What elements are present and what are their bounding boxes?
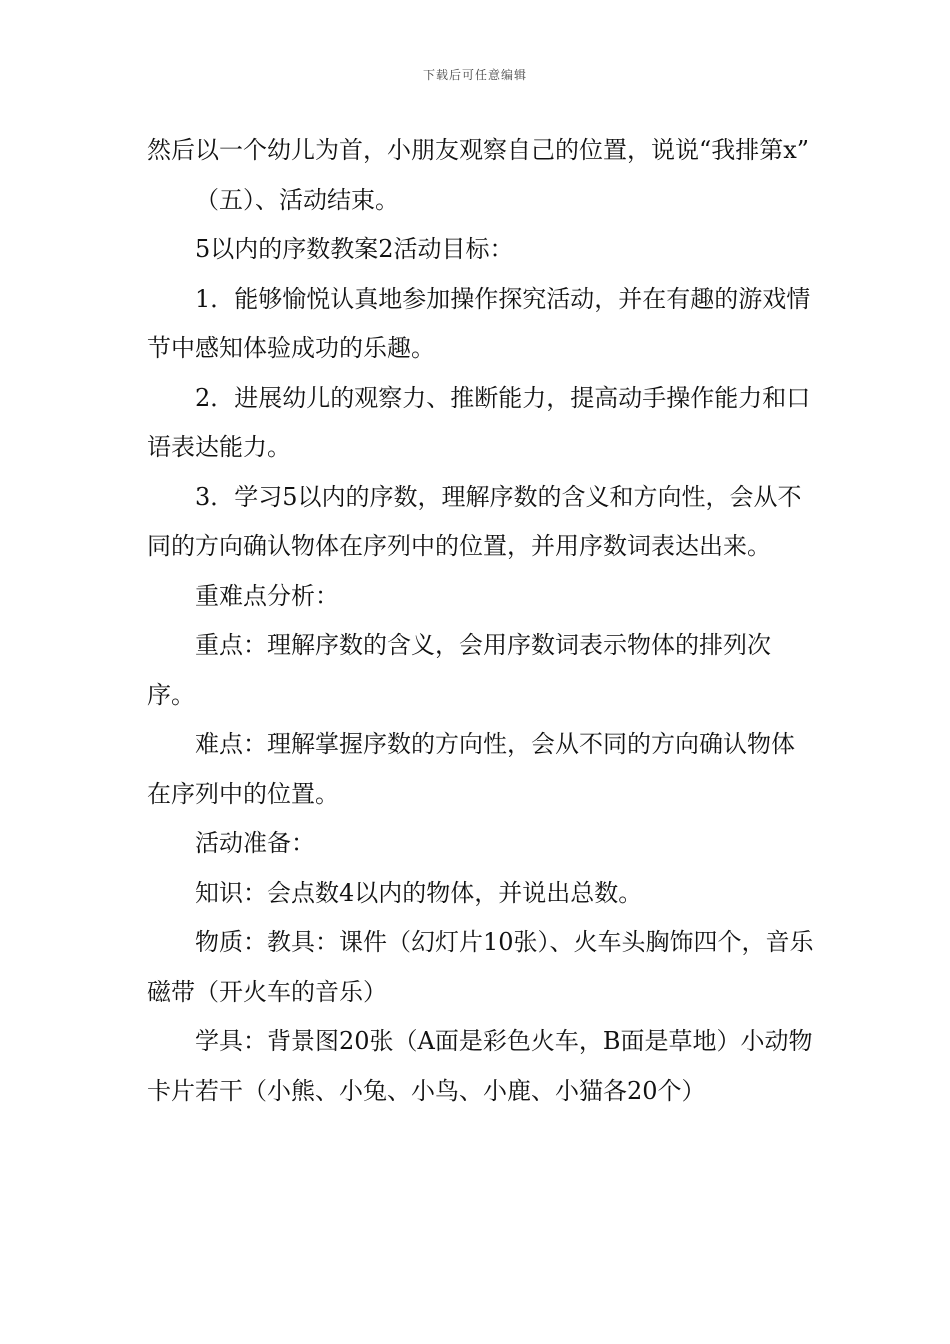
paragraph-goal-1: 1．能够愉悦认真地参加操作探究活动，并在有趣的游戏情节中感知体验成功的乐趣。	[147, 284, 811, 362]
paragraph-learning-materials: 学具：背景图20张（A面是彩色火车，B面是草地）小动物卡片若干（小熊、小兔、小鸟、小鹿、小猫各20个）	[147, 1027, 813, 1105]
paragraph-teaching-materials: 物质：教具：课件（幻灯片10张）、火车头胸饰四个，音乐磁带（开火车的音乐）	[147, 928, 814, 1006]
paragraph-goal-3: 3．学习5以内的序数，理解序数的含义和方向性，会从不同的方向确认物体在序列中的位置，并用序数词表达出来。	[147, 482, 802, 560]
paragraph-goal-2: 2．进展幼儿的观察力、推断能力，提高动手操作能力和口语表达能力。	[147, 383, 811, 461]
paragraph-preparation-heading: 活动准备：	[195, 829, 315, 857]
document-body	[147, 126, 815, 1116]
paragraph-intro-line: 然后以一个幼儿为首，小朋友观察自己的位置，说说“我排第x”	[147, 136, 810, 164]
paragraph-key-point: 重点：理解序数的含义，会用序数词表示物体的排列次序。	[147, 631, 771, 709]
paragraph-knowledge: 知识：会点数4以内的物体，并说出总数。	[195, 878, 643, 907]
paragraph-lesson-goals-heading: 5以内的序数教案2活动目标：	[195, 235, 514, 263]
page-header: 下载后可任意编辑	[422, 68, 527, 82]
paragraph-difficult-point: 难点：理解掌握序数的方向性，会从不同的方向确认物体在序列中的位置。	[147, 730, 795, 808]
paragraph-key-points-heading: 重难点分析：	[195, 581, 339, 610]
paragraph-activity-end: （五）、活动结束。	[195, 185, 399, 214]
